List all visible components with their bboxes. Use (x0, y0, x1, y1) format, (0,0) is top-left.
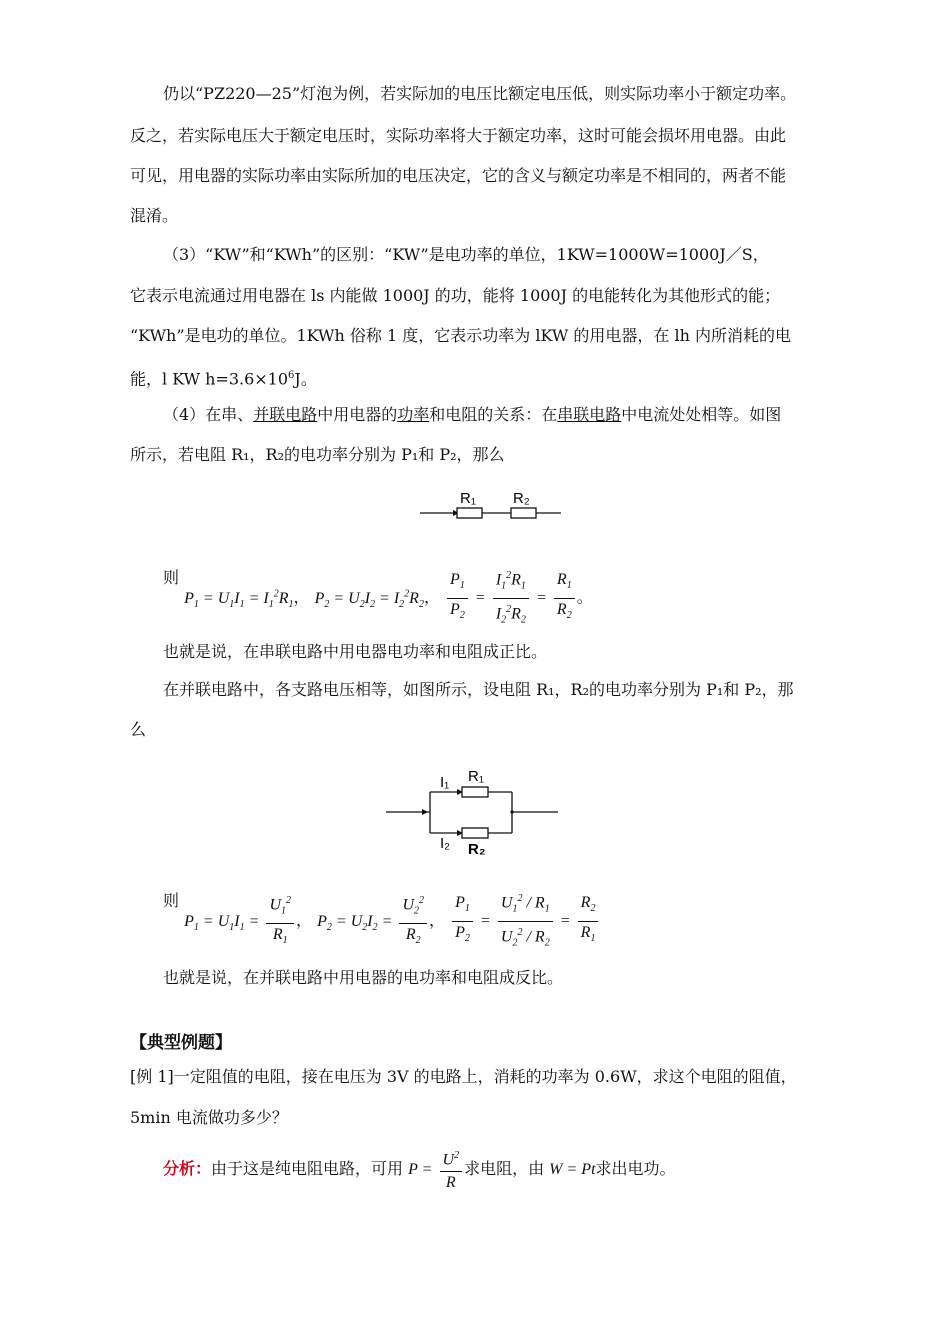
example1-line1: [例 1]一定阻值的电阻，接在电压为 3V 的电路上，消耗的功率为 0.6W，求这个电阻的阻值， (130, 1067, 797, 1086)
series-formula: 则 $P_1 = U_1I_1 = I_1^2R_1$， $P_2 = U_2I_2 = I_2^2R_2$， $\frac{P_1}{P_2}$ = $\frac{I_1^2R_1}{I_2^2R_2}$ = $\frac{R_1}{R_2}$ 。 (163, 565, 593, 631)
para4-line2: 么 (130, 720, 147, 739)
para3-line1: （4）在串、并联电路中用电器的功率和电阻的关系：在串联电路中电流处处相等。如图 (163, 405, 782, 424)
series-r1-label: R₁ (460, 490, 476, 507)
parallel-i2-label: I₂ (440, 835, 450, 852)
para2-line2: 它表示电流通过用电器在 ls 内能做 1000J 的功，能将 1000J 的电能转化为其他形式的能； (130, 286, 781, 305)
parallel-r2-label: R₂ (468, 841, 486, 858)
section-heading: 【典型例题】 (130, 1033, 232, 1053)
example1-line2: 5min 电流做功多少？ (130, 1108, 288, 1127)
link-series-circuit[interactable]: 串联电路 (557, 405, 622, 424)
para2-line4: 能，l KW $h=3.6\times 10^6J$。 (130, 369, 317, 389)
series-circuit-diagram (415, 484, 565, 524)
link-power[interactable]: 功率 (397, 405, 430, 424)
para1-line4: 混淆。 (130, 206, 179, 225)
para2-line1: （3）“KW”和“KWh”的区别：“KW”是电功率的单位，1KW=1000W=1000J／S， (163, 245, 769, 264)
para4-line1: 在并联电路中，各支路电压相等，如图所示，设电阻 R₁，R₂的电功率分别为 P₁和 P₂，那 (163, 680, 794, 699)
para1-line3: 可见，用电器的实际功率由实际所加的电压决定，它的含义与额定功率是不相同的，两者不能 (130, 166, 787, 185)
parallel-i1-label: I₁ (440, 774, 450, 791)
parallel-conclusion: 也就是说，在并联电路中用电器的电功率和电阻成反比。 (163, 968, 564, 987)
para1-line2: 反之，若实际电压大于额定电压时，实际功率将大于额定功率，这时可能会损坏用电器。由此 (130, 126, 787, 145)
para3-line2: 所示，若电阻 R₁，R₂的电功率分别为 P₁和 P₂，那么 (130, 445, 505, 464)
parallel-r1-label: R₁ (468, 768, 484, 785)
series-conclusion: 也就是说，在串联电路中用电器电功率和电阻成正比。 (163, 642, 548, 661)
analysis-line: 分析：由于这是纯电阻电路，可用 P = $\frac{U^2}{R}$ 求电阻，由 W = Pt求出电功。 (163, 1145, 676, 1194)
parallel-circuit-diagram (382, 760, 562, 860)
analysis-label: 分析： (163, 1159, 212, 1179)
link-parallel-circuit[interactable]: 并联电路 (253, 405, 318, 424)
para1-line1: 仍以“PZ220—25”灯泡为例，若实际加的电压比额定电压低，则实际功率小于额定功率。 (163, 84, 797, 103)
parallel-formula: 则 $P_1 = U_1I_1$ = $\frac{U_1^2}{R_1}$ ， $P_2 = U_2I_2$ = $\frac{U_2^2}{R_2}$ ， $\frac{P_1}{P_2}$ = $\frac{U_1^2 / R_1}{U_2^2 / R_2}$ = $\frac{R_2}{R_1}$ (163, 888, 600, 954)
para2-line3: “KWh”是电功的单位。1KWh 俗称 1 度，它表示功率为 lKW 的用电器，在 lh 内所消耗的电 (130, 326, 791, 345)
series-r2-label: R₂ (513, 490, 530, 507)
